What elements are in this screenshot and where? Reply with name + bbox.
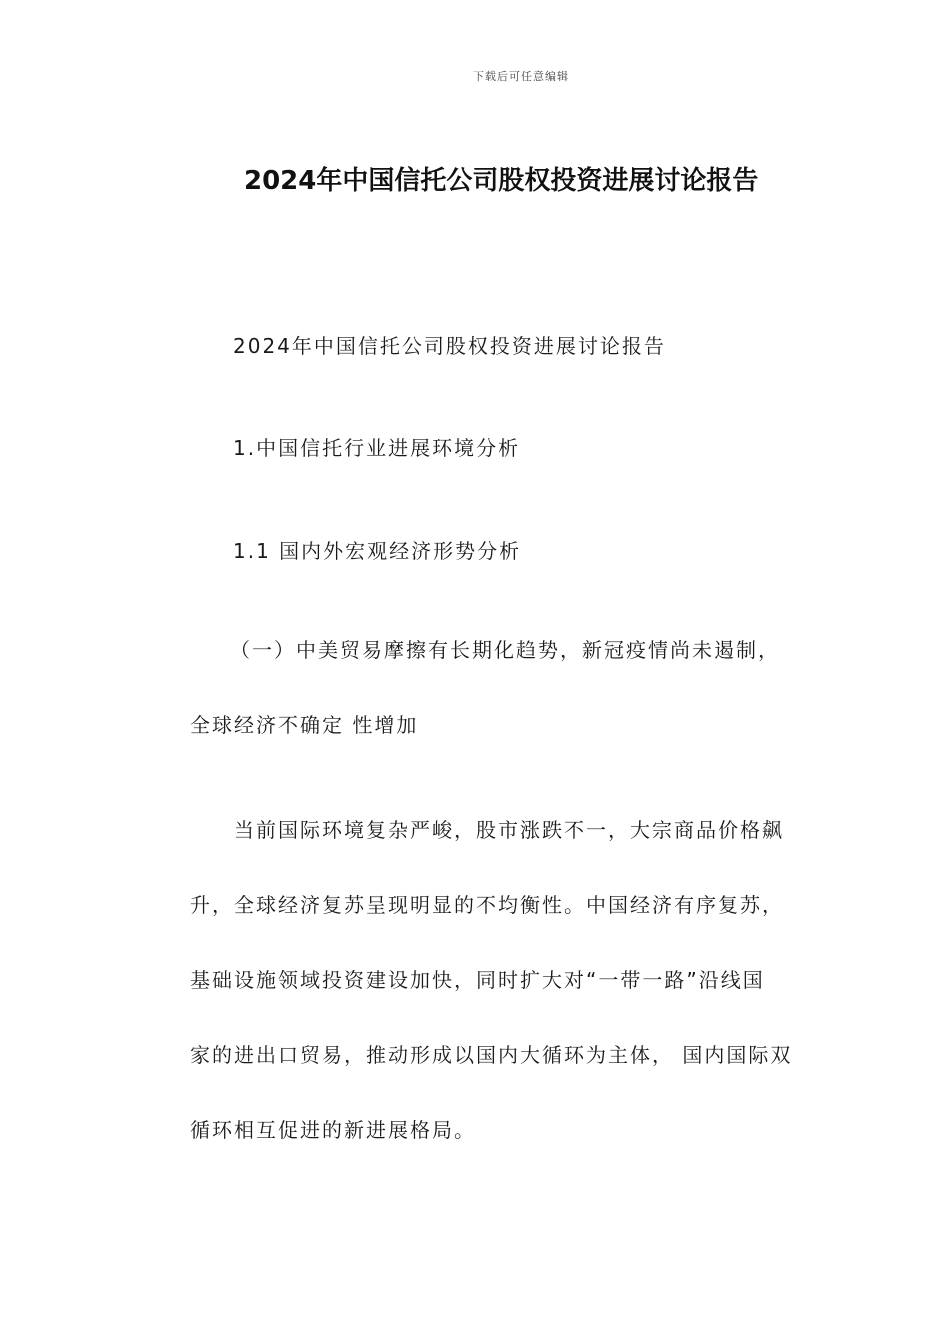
paragraph-line: 当前国际环境复杂严峻，股市涨跌不一，大宗商品价格飙 — [234, 818, 784, 842]
document-title: 2024年中国信托公司股权投资进展讨论报告 — [244, 166, 759, 196]
paragraph-line: 升，全球经济复苏呈现明显的不均衡性。中国经济有序复苏， — [190, 893, 784, 917]
subsection-line: （一）中美贸易摩擦有长期化趋势，新冠疫情尚未遏制， — [230, 638, 780, 662]
paragraph-line: 循环相互促进的新进展格局。 — [190, 1118, 476, 1142]
paragraph-line: 家的进出口贸易，推动形成以国内大循环为主体， 国内国际双 — [190, 1043, 793, 1067]
download-note: 下载后可任意编辑 — [473, 70, 569, 83]
body-paragraph — [190, 816, 810, 1191]
section-heading-1: 1.中国信托行业进展环境分析 — [233, 436, 521, 460]
section-heading-1-1: 1.1 国内外宏观经济形势分析 — [233, 539, 522, 563]
document-subtitle: 2024年中国信托公司股权投资进展讨论报告 — [233, 334, 666, 358]
subsection-line: 全球经济不确定 性增加 — [190, 713, 419, 737]
paragraph-line: 基础设施领域投资建设加快，同时扩大对“一带一路”沿线国 — [190, 968, 765, 992]
subsection-heading — [190, 636, 810, 786]
